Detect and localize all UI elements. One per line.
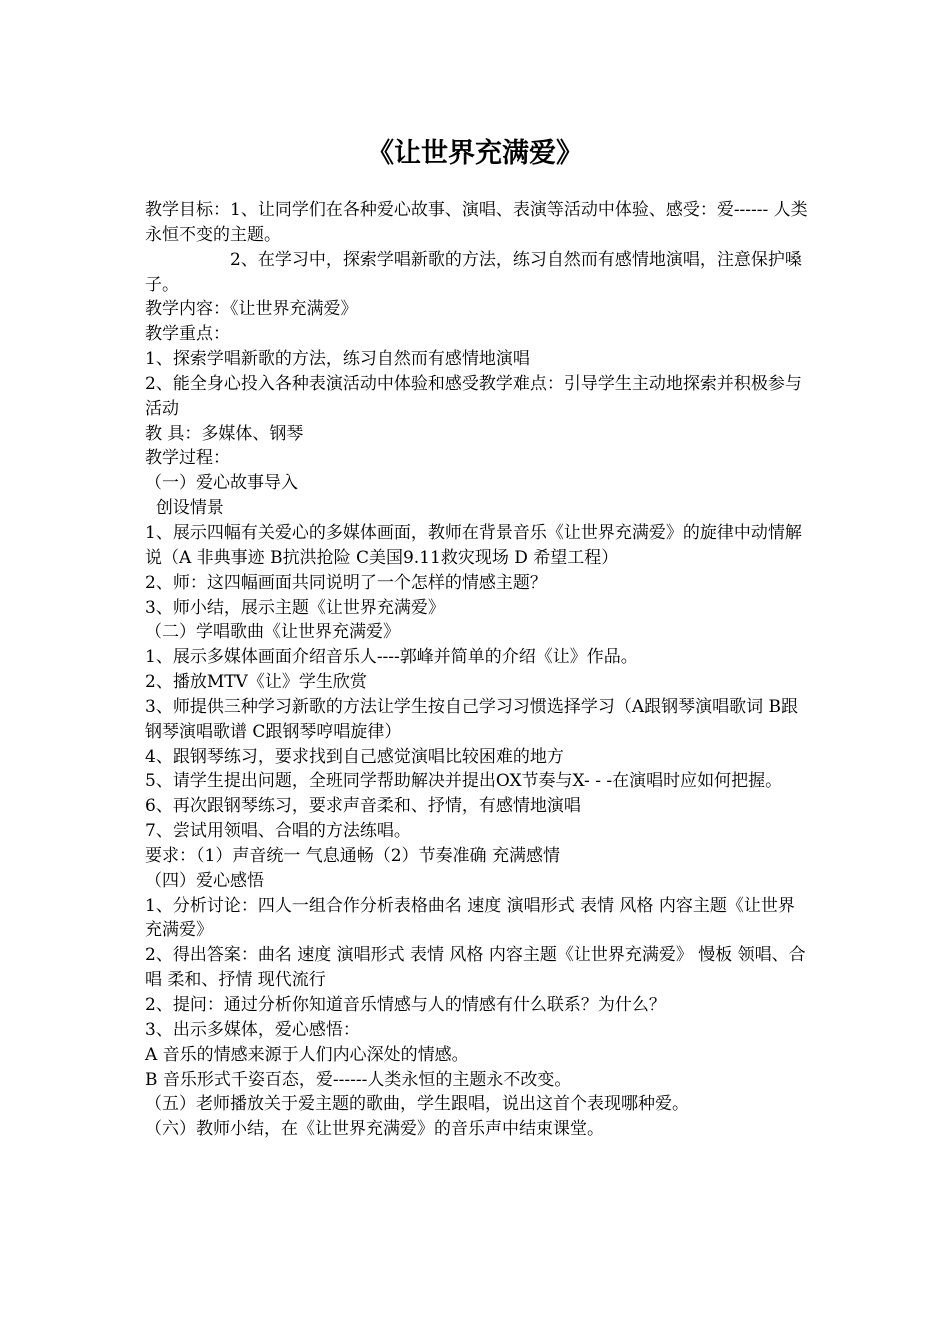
paragraph: 2、能全身心投入各种表演活动中体验和感受教学难点：引导学生主动地探索并积极参与活动	[145, 373, 802, 419]
paragraph: 3、师提供三种学习新歌的方法让学生按自己学习习惯选择学习（A跟钢琴演唱歌词 B跟钢琴演唱歌谱 C跟钢琴哼唱旋律）	[145, 696, 798, 742]
paragraph: A 音乐的情感来源于人们内心深处的情感。	[145, 1044, 469, 1065]
paragraph: 1、展示四幅有关爱心的多媒体画面，教师在背景音乐《让世界充满爱》的旋律中动情解说（A 非典事迹 B抗洪抢险 C美国9.11救灾现场 D 希望工程）	[145, 522, 802, 568]
paragraph: 创设情景	[145, 498, 224, 519]
paragraph: 3、师小结，展示主题《让世界充满爱》	[145, 597, 445, 618]
paragraph: 2、师：这四幅画面共同说明了一个怎样的情感主题？	[145, 572, 547, 593]
paragraph: （二）学唱歌曲《让世界充满爱》	[145, 622, 400, 643]
paragraph: B 音乐形式千姿百态，爱------人类永恒的主题永不改变。	[145, 1069, 572, 1090]
paragraph: 教学重点：	[145, 324, 230, 345]
paragraph: 3、出示多媒体，爱心感悟：	[145, 1019, 360, 1040]
paragraph: 教学过程：	[145, 448, 230, 469]
paragraph: （四）爱心感悟	[145, 870, 264, 891]
paragraph: （六）教师小结，在《让世界充满爱》的音乐声中结束课堂。	[145, 1119, 604, 1140]
paragraph: 教学目标：1、让同学们在各种爱心故事、演唱、表演等活动中体验、感受：爱------ 人类永恒不变的主题。	[145, 200, 808, 245]
paragraph: 6、再次跟钢琴练习，要求声音柔和、抒情，有感情地演唱	[145, 796, 581, 817]
paragraph: 2、在学习中，探索学唱新歌的方法，练习自然而有感情地演唱，注意保护嗓子。	[145, 249, 802, 295]
paragraph: 教 具：多媒体、钢琴	[145, 423, 304, 444]
paragraph: 2、播放MTV《让》学生欣赏	[145, 672, 367, 693]
paragraph: 5、请学生提出问题，全班同学帮助解决并提出OX节奏与X- - -在演唱时应如何把握。	[145, 771, 783, 792]
paragraph: 要求：（1）声音统一 气息通畅（2）节奏准确 充满感情	[145, 845, 560, 866]
paragraph: 1、分析讨论：四人一组合作分析表格曲名 速度 演唱形式 表情 风格 内容主题《让世界充满爱》	[145, 895, 795, 941]
paragraph: 2、提问：通过分析你知道音乐情感与人的情感有什么联系？为什么？	[145, 995, 666, 1015]
paragraph: 1、探索学唱新歌的方法，练习自然而有感情地演唱	[145, 349, 530, 370]
paragraph: 2、得出答案：曲名 速度 演唱形式 表情 风格 内容主题《让世界充满爱》 慢板 领唱、合唱 柔和、抒情 现代流行	[145, 945, 806, 991]
document-title: 《让世界充满爱》	[367, 138, 583, 169]
paragraph: 1、展示多媒体画面介绍音乐人----郭峰并简单的介绍《让》作品。	[145, 647, 638, 668]
document-body	[145, 198, 810, 1142]
paragraph: 7、尝试用领唱、合唱的方法练唱。	[145, 821, 411, 842]
paragraph: （五）老师播放关于爱主题的歌曲，学生跟唱，说出这首个表现哪种爱。	[145, 1094, 689, 1115]
paragraph: 教学内容：《让世界充满爱》	[145, 299, 358, 320]
paragraph: 4、跟钢琴练习，要求找到自己感觉演唱比较困难的地方	[145, 746, 564, 767]
paragraph: （一）爱心故事导入	[145, 473, 298, 494]
